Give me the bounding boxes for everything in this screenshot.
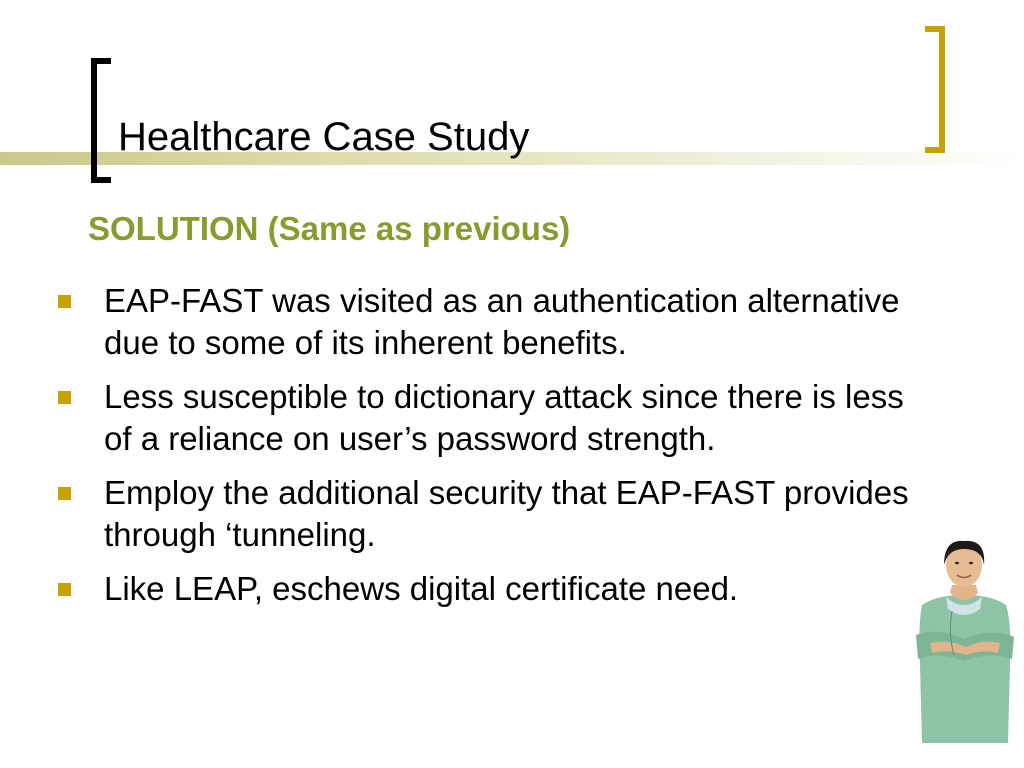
bullet-text: Less susceptible to dictionary attack since there is less of a reliance on user’s password strength.: [104, 378, 904, 457]
left-bracket-decoration: [91, 58, 111, 183]
square-bullet-icon: [58, 583, 71, 596]
right-bracket-decoration: [925, 26, 945, 153]
bullet-list: [58, 280, 918, 622]
square-bullet-icon: [58, 391, 71, 404]
bullet-text: Like LEAP, eschews digital certificate need.: [104, 570, 739, 607]
nurse-photo: [908, 535, 1020, 743]
slide-subtitle: SOLUTION (Same as previous): [88, 210, 571, 247]
bullet-item: [58, 280, 918, 364]
square-bullet-icon: [58, 295, 71, 308]
square-bullet-icon: [58, 487, 71, 500]
bullet-item: [58, 472, 918, 556]
bullet-text: EAP-FAST was visited as an authentication alternative due to some of its inherent benefits.: [104, 282, 900, 361]
slide-title: Healthcare Case Study: [118, 115, 530, 159]
bullet-text: Employ the additional security that EAP-FAST provides through ‘tunneling.: [104, 474, 909, 553]
bullet-item: [58, 376, 918, 460]
bullet-item: [58, 568, 918, 610]
